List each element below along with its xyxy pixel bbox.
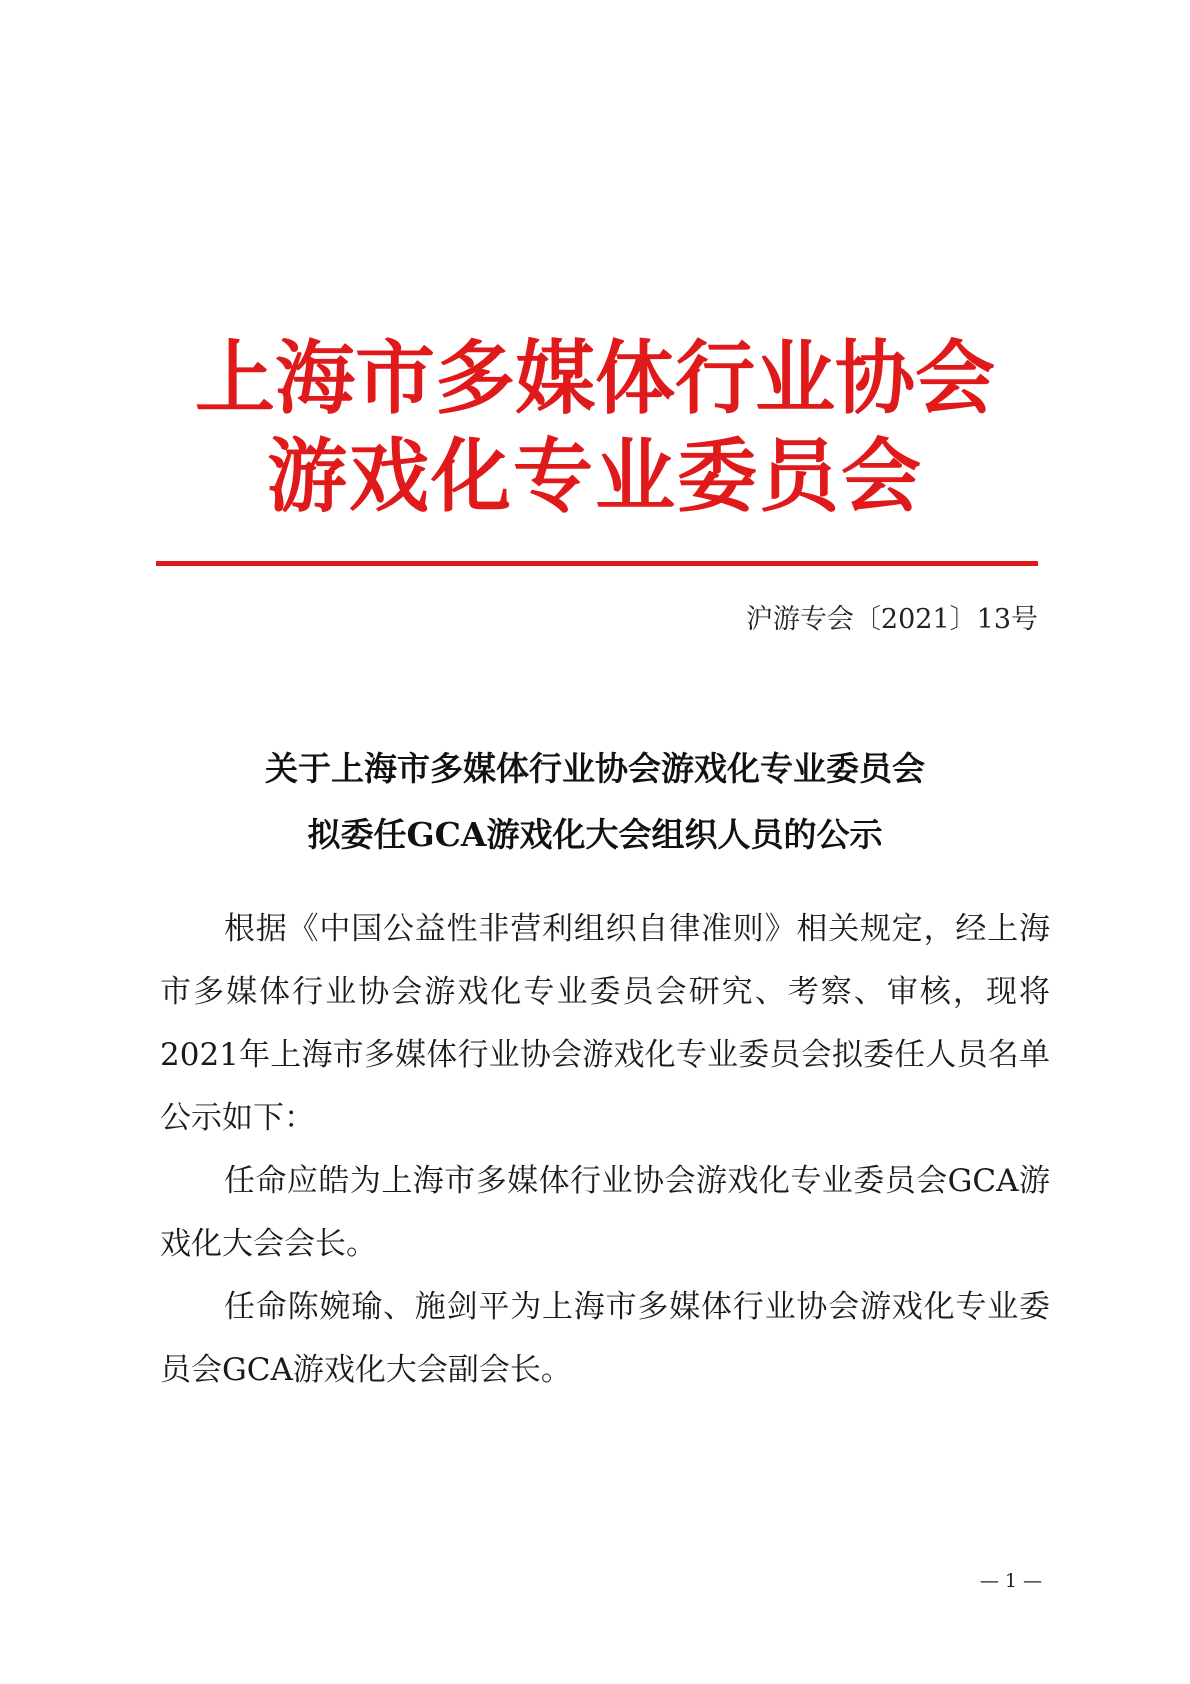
notice-title-line2: 拟委任GCA游戏化大会组织人员的公示 — [307, 815, 883, 854]
paragraph-text: 任命陈婉瑜、施剑平为上海市多媒体行业协会游戏化专业委员会GCA游戏化大会副会长。 — [160, 1289, 1050, 1388]
paragraph-text: 任命应皓为上海市多媒体行业协会游戏化专业委员会GCA游戏化大会会长。 — [160, 1163, 1050, 1262]
org-name-line1: 上海市多媒体行业协会 — [195, 331, 995, 425]
body-paragraph-2 — [160, 1150, 1050, 1276]
body-paragraph-3 — [160, 1276, 1050, 1402]
paragraph-text: 根据《中国公益性非营利组织自律准则》相关规定，经上海市多媒体行业协会游戏化专业委员会研究、考察、审核，现将2021年上海市多媒体行业协会游戏化专业委员会拟委任人员名单公示如下： — [160, 911, 1050, 1136]
body-paragraph-1 — [160, 898, 1050, 1150]
red-header-rule — [156, 561, 1038, 566]
notice-title-line1: 关于上海市多媒体行业协会游戏化专业委员会 — [265, 749, 925, 788]
page-number: — 1 — — [979, 1570, 1042, 1592]
document-number: 沪游专会〔2021〕13号 — [745, 604, 1038, 635]
org-name-line2: 游戏化专业委员会 — [267, 429, 923, 523]
